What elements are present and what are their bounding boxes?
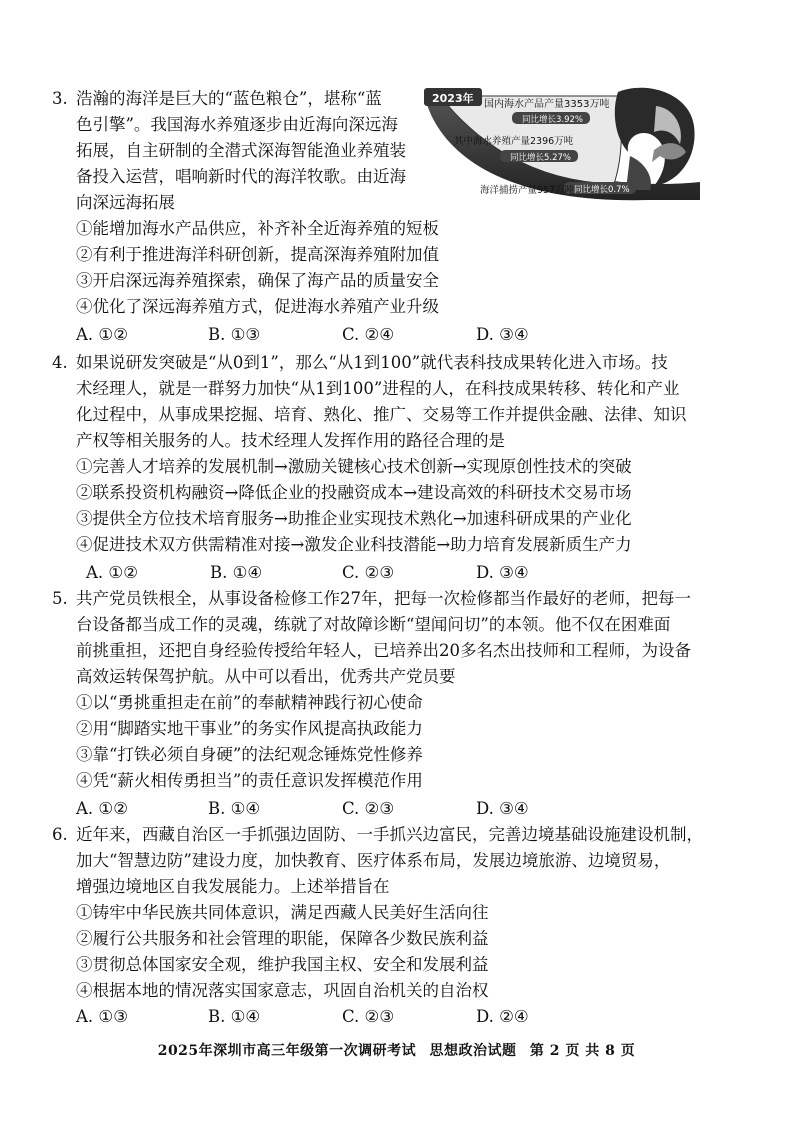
infographic-year: 2023年 — [432, 92, 474, 105]
q4-option-b[interactable]: B. ①④ — [210, 563, 263, 582]
q3-stem-line: 向深远海拓展 — [76, 193, 175, 212]
q4-option-d[interactable]: D. ③④ — [476, 563, 529, 582]
q3-statement: ③开启深远海养殖探索，确保了海产品的质量安全 — [76, 271, 439, 290]
footer-page-number: 第 2 页 共 8 页 — [529, 1043, 636, 1059]
q6-option-c[interactable]: C. ②③ — [342, 1007, 395, 1026]
q4-number: 4. — [52, 353, 68, 372]
q3-stem-line: 浩瀚的海洋是巨大的“蓝色粮仓”，堪称“蓝 — [76, 89, 382, 108]
q5-stem-line: 前挑重担，还把自身经验传授给年轻人，已培养出20多名杰出技师和工程师，为设备 — [76, 641, 691, 660]
q6-option-a[interactable]: A. ①③ — [76, 1007, 128, 1026]
q3-option-b[interactable]: B. ①③ — [208, 325, 261, 344]
q6-options — [76, 1004, 676, 1030]
q4-statement: ④促进技术双方供需精准对接→激发企业科技潜能→助力培育发展新质生产力 — [76, 535, 632, 554]
q4-stem-line: 术经理人，就是一群努力加快“从1到100”进程的人，在科技成果转移、转化和产业 — [76, 379, 680, 398]
footer-subject: 思想政治试题 — [429, 1043, 517, 1059]
infographic-row3-label: 海洋捕捞产量957万吨 — [480, 185, 575, 196]
q4-statement: ①完善人才培养的发展机制→激励关键核心技术创新→实现原创性技术的突破 — [76, 457, 632, 476]
sea-production-infographic — [418, 86, 700, 206]
q4-stem-line: 化过程中，从事成果挖掘、培育、熟化、推广、交易等工作并提供金融、法律、知识 — [76, 405, 687, 424]
q5-number: 5. — [52, 589, 68, 608]
infographic-row2-label: 其中海水养殖产量2396万吨 — [454, 136, 574, 147]
q5-statement: ④凭“薪火相传勇担当”的责任意识发挥模范作用 — [76, 771, 423, 790]
q4-statement: ②联系投资机构融资→降低企业的投融资成本→建设高效的科研技术交易市场 — [76, 483, 632, 502]
q4-stem-line: 产权等相关服务的人。技术经理人发挥作用的路径合理的是 — [76, 431, 505, 450]
q5-option-b[interactable]: B. ①④ — [208, 799, 261, 818]
q5-statement: ③靠“打铁必须自身硬”的法纪观念锤炼党性修养 — [76, 745, 423, 764]
q3-option-a[interactable]: A. ①② — [76, 325, 128, 344]
q6-statement: ②履行公共服务和社会管理的职能，保障各少数民族利益 — [76, 929, 489, 948]
q6-stem-line: 加大“智慧边防”建设力度，加快教育、医疗体系布局，发展边境旅游、边境贸易， — [76, 851, 671, 870]
infographic-row3-badge: 同比增长0.7% — [574, 185, 630, 195]
q3-option-d[interactable]: D. ③④ — [476, 325, 529, 344]
q3-option-c[interactable]: C. ②④ — [342, 325, 395, 344]
q4-options — [86, 560, 686, 586]
q5-statement: ②用“脚踏实地干事业”的务实作风提高执政能力 — [76, 719, 423, 738]
q6-number: 6. — [52, 825, 68, 844]
page-footer — [0, 1040, 793, 1060]
q5-stem-line: 高效运转保驾护航。从中可以看出，优秀共产党员要 — [76, 667, 456, 686]
q3-statement: ④优化了深远海养殖方式，促进海水养殖产业升级 — [76, 297, 439, 316]
q5-option-c[interactable]: C. ②③ — [342, 799, 395, 818]
q3-statement: ①能增加海水产品供应，补齐补全近海养殖的短板 — [76, 219, 439, 238]
q6-stem-line: 增强边境地区自我发展能力。上述举措旨在 — [76, 877, 390, 896]
q6-option-d[interactable]: D. ②④ — [476, 1007, 529, 1026]
q5-statement: ①以“勇挑重担走在前”的奉献精神践行初心使命 — [76, 693, 423, 712]
q6-option-b[interactable]: B. ①④ — [208, 1007, 261, 1026]
q3-options — [76, 322, 676, 348]
q5-option-d[interactable]: D. ③④ — [476, 799, 529, 818]
q6-statement: ④根据本地的情况落实国家意志，巩固自治机关的自治权 — [76, 981, 489, 1000]
q6-statement: ①铸牢中华民族共同体意识，满足西藏人民美好生活向往 — [76, 903, 489, 922]
q5-option-a[interactable]: A. ①② — [76, 799, 128, 818]
q4-option-c[interactable]: C. ②③ — [342, 563, 395, 582]
infographic-row1-label: 国内海水产品产量3353万吨 — [484, 99, 610, 110]
q3-stem-line: 色引擎”。我国海水养殖逐步由近海向深远海 — [76, 115, 398, 134]
q3-statement: ②有利于推进海洋科研创新，提高深海养殖附加值 — [76, 245, 439, 264]
q5-stem-line: 台设备都当成工作的灵魂，练就了对故障诊断“望闻问切”的本领。他不仅在困难面 — [76, 615, 671, 634]
q3-number: 3. — [52, 89, 68, 108]
q3-stem-line: 拓展，自主研制的全潜式深海智能渔业养殖装 — [76, 141, 406, 160]
q4-option-a[interactable]: A. ①② — [86, 563, 138, 582]
q4-stem-line: 如果说研发突破是“从0到1”，那么“从1到100”就代表科技成果转化进入市场。技 — [76, 353, 668, 372]
q4-statement: ③提供全方位技术培育服务→助推企业实现技术熟化→加速科研成果的产业化 — [76, 509, 632, 528]
q6-statement: ③贯彻总体国家安全观，维护我国主权、安全和发展利益 — [76, 955, 489, 974]
footer-exam-title: 2025年深圳市高三年级第一次调研考试 — [157, 1043, 417, 1059]
q5-options — [76, 796, 676, 822]
infographic-row2-badge: 同比增长5.27% — [510, 153, 572, 163]
q3-stem-line: 备投入运营，唱响新时代的海洋牧歌。由近海 — [76, 167, 406, 186]
q5-stem-line: 共产党员铁根全，从事设备检修工作27年，把每一次检修都当作最好的老师，把每一 — [76, 589, 691, 608]
infographic-row1-badge: 同比增长3.92% — [522, 115, 584, 125]
q6-stem-line: 近年来，西藏自治区一手抓强边固防、一手抓兴边富民，完善边境基础设施建设机制， — [76, 825, 703, 844]
